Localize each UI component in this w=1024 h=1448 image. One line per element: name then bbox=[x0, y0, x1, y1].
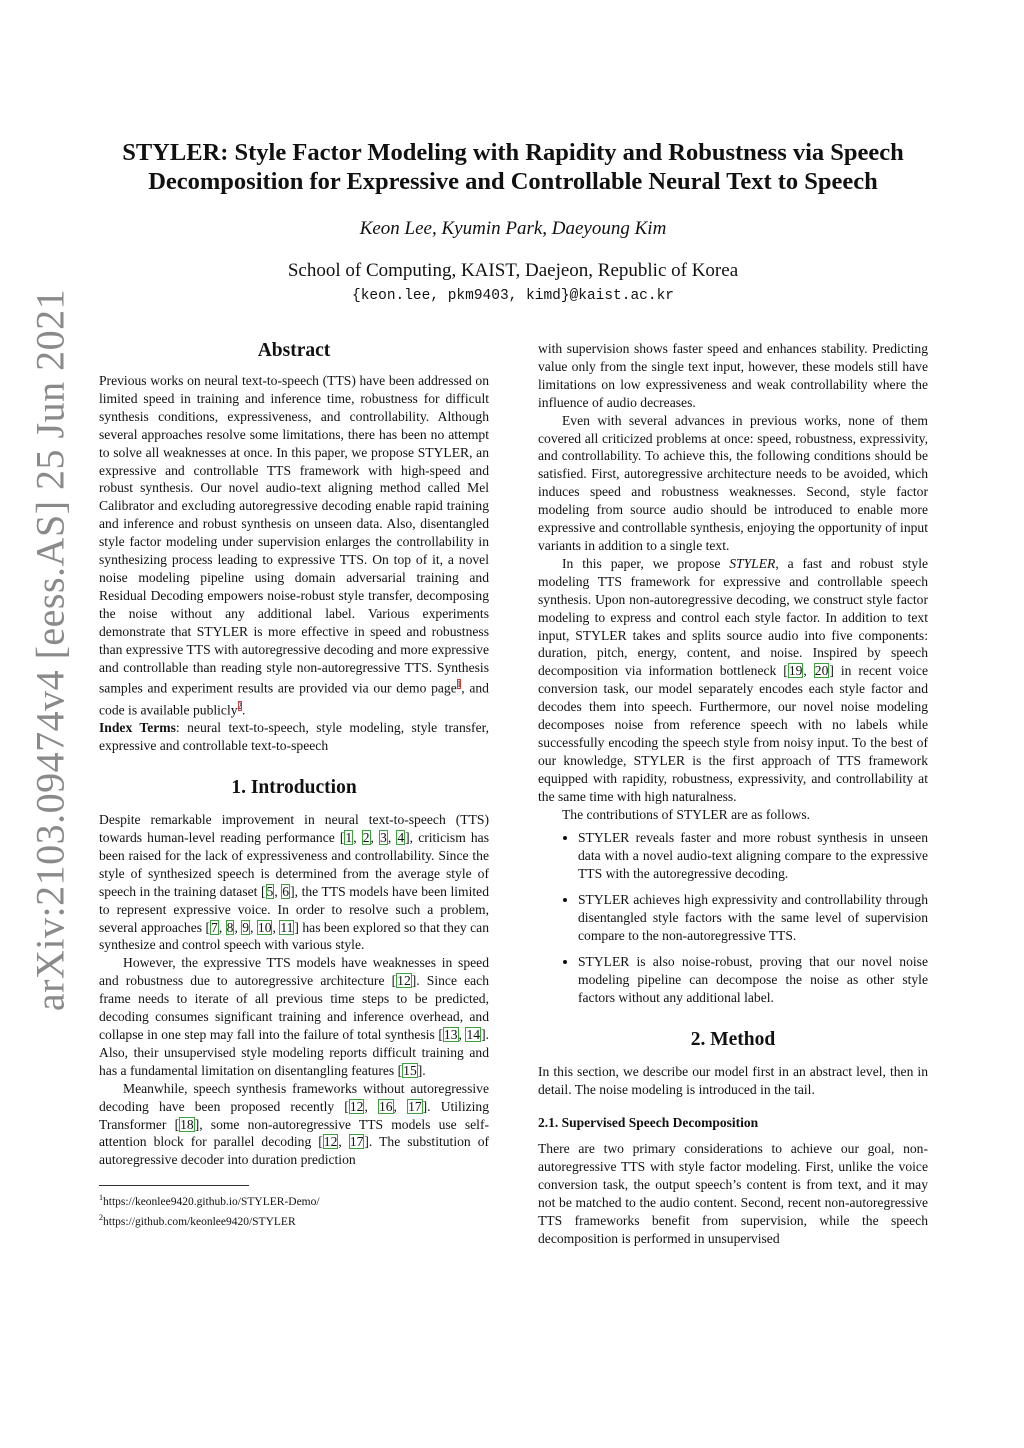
citation-link[interactable]: 10 bbox=[257, 919, 272, 935]
citation-link[interactable]: 8 bbox=[226, 919, 234, 935]
footnote-2-url[interactable]: https://github.com/keonlee9420/STYLER bbox=[103, 1215, 296, 1228]
citation-link[interactable]: 20 bbox=[814, 663, 829, 679]
styler-name: STYLER bbox=[729, 555, 776, 571]
list-item: • STYLER is also noise-robust, proving that our novel noise modeling pipeline can decompose the noise as other style factors without any additional label. bbox=[578, 953, 928, 1007]
footnote-ref-2[interactable]: 2 bbox=[237, 700, 243, 711]
contributions-intro: The contributions of STYLER are as follows. bbox=[562, 806, 811, 822]
citation-link[interactable]: 12 bbox=[397, 973, 411, 989]
citation-link[interactable]: 18 bbox=[180, 1116, 194, 1132]
intro-paragraph-1: Despite remarkable improvement in neural text-to-speech (TTS) towards human-level reading performance [1, 2, 3, 4], criticism has been raised for the lack of expressiveness and controllability. Since the style of synthesized speech is determined from the average style of speech in the training dataset [5, 6], the TTS models have been limited to represent expressive voice. In order to resolve such a problem, several approaches [7, 8, 9, 10, 11] has been explored so that they can synthesize and control speech with various style. bbox=[99, 812, 489, 953]
citation-link[interactable]: 12 bbox=[323, 1134, 338, 1150]
citation-link[interactable]: 7 bbox=[211, 919, 218, 935]
index-terms: Index Terms: neural text-to-speech, style modeling, style transfer, expressive and controllable text-to-speech bbox=[99, 720, 489, 754]
continued-paragraph: with supervision shows faster speed and enhances stability. Predicting value only from the single text input, however, these models still have limitations on low expressiveness and weak controllability where the influence of audio decreases. bbox=[538, 341, 928, 410]
citation-link[interactable]: 1 bbox=[345, 830, 353, 845]
abstract-text: Previous works on neural text-to-speech (TTS) have been addressed on limited speed in training and inference time, robustness for difficult synthesis conditions, expressiveness, and controllability. Although several approaches resolve some limitations, there has been no attempt to solve all weaknesses at once. In this paper, we propose STYLER, an expressive and controllable TTS framework with high-speed and robust synthesis. Our novel audio-text aligning method called Mel Calibrator and excluding autoregressive decoding enable rapid training and inference and robust synthesis on unseen data. Also, disentangled style factor modeling under supervision enlarges the controllability in synthesizing process leading to expressive TTS. On top of it, a novel noise modeling pipeline using domain adversarial training and Residual Decoding empowers noise-robust style transfer, decomposing the noise without any additional label. Various experiments demonstrate that STYLER is more effective in speed and robustness than expressive TTS with autoregressive decoding and more expressive and controllable than reading style non-autoregressive TTS. Synthesis samples and experiment results are provided via our demo page$^1$, and code is available publicly$^2$. bbox=[99, 373, 489, 718]
arxiv-sidebar bbox=[20, 220, 80, 1080]
citation-link[interactable]: 5 bbox=[266, 883, 274, 899]
list-item: • STYLER achieves high expressivity and controllability through disentangled style factors with the same level of supervision compare to the non-autoregressive TTS. bbox=[578, 891, 928, 945]
footnote-2: $^2$https://github.com/keonlee9420/STYLER bbox=[99, 1213, 296, 1228]
citation-link[interactable]: 3 bbox=[380, 830, 387, 845]
left-column bbox=[99, 340, 489, 1230]
citation-link[interactable]: 11 bbox=[280, 919, 294, 935]
contributions-list bbox=[538, 829, 928, 1006]
right-column bbox=[538, 340, 928, 1248]
citation-link[interactable]: 4 bbox=[397, 830, 405, 845]
intro-heading: 1. Introduction bbox=[231, 777, 357, 799]
title-line-2: Decomposition for Expressive and Controllable Neural Text to Speech bbox=[148, 168, 878, 195]
citation-link[interactable]: 6 bbox=[282, 883, 290, 899]
citation-link[interactable]: 15 bbox=[403, 1062, 417, 1078]
paragraph-even: Even with several advances in previous works, none of them covered all criticized problems at once: speed, robustness, expressivity, and controllability. To achieve this, the following conditions should be satisfied. First, autoregressive architecture needs to be avoided, which induces speed and robustness weaknesses. Second, style factor modeling from source audio should be introduced to enable more expressive and controllable synthesis, enjoying the opportunity of input variants in addition to a single text. bbox=[538, 412, 928, 553]
citation-link[interactable]: 19 bbox=[788, 663, 803, 679]
citation-link[interactable]: 14 bbox=[466, 1026, 481, 1042]
footnote-ref-1[interactable]: 1 bbox=[456, 679, 462, 690]
authors: Keon Lee, Kyumin Park, Daeyoung Kim bbox=[359, 218, 667, 239]
arxiv-identifier: arXiv:2103.09474v4 [eess.AS] 25 Jun 2021 bbox=[27, 288, 73, 1012]
paper-title bbox=[90, 138, 936, 196]
citation-link[interactable]: 2 bbox=[362, 830, 370, 845]
subsection-heading: 2.1. Supervised Speech Decomposition bbox=[538, 1115, 759, 1131]
citation-link[interactable]: 16 bbox=[378, 1098, 393, 1114]
paragraph-proposal: In this paper, we propose STYLER, a fast and robust style modeling TTS framework for expressive and controllable speech synthesis. Upon non-autoregressive decoding, we construct style factor modeling to express and control each style factor. In addition to text input, STYLER takes and splits source audio into five components: duration, pitch, energy, content, and noise. Inspired by speech decomposition via information bottleneck [19, 20] in recent voice conversion task, our model separately encodes each style factor and decodes them into speech. Furthermore, our novel noise modeling decomposes noise from reference speech with no labels while successfully encoding the speech style from noisy input. To the best of our knowledge, STYLER is the first approach of TTS framework equipped with rapidity, robustness, expressivity, and controllability at the same time with high naturalness. bbox=[538, 555, 929, 804]
abstract-heading: Abstract bbox=[257, 340, 331, 361]
title-line-1: STYLER: Style Factor Modeling with Rapidity and Robustness via Speech bbox=[122, 139, 904, 166]
list-item: • STYLER reveals faster and more robust synthesis in unseen data with a novel audio-text aligning compare to the expressive TTS with the autoregressive decoding. bbox=[578, 829, 928, 883]
subsection-text: There are two primary considerations to achieve our goal, non-autoregressive TTS with style factor modeling. First, unlike the voice conversion task, the output speech’s content is from text, and it may not be matched to the audio content. Second, recent non-autoregressive TTS frameworks benefit from supervision, while the speech decomposition is performed in unsupervised bbox=[538, 1141, 928, 1246]
intro-paragraph-2: However, the expressive TTS models have weaknesses in speed and robustness due to autoregressive architecture [12]. Since each frame needs to iterate of all previous time steps to be predicted, decoding consumes significant training and inference overhead, and collapse in one step may fall into the failure of total synthesis [13, 14]. Also, their unsupervised style modeling reports difficult training and has a fundamental limitation on disentangling features [15]. bbox=[99, 955, 490, 1078]
footnote-1: $^1$https://keonlee9420.github.io/STYLER-Demo/ bbox=[99, 1193, 320, 1209]
affiliation: School of Computing, KAIST, Daejeon, Republic of Korea bbox=[287, 260, 739, 281]
method-heading: 2. Method bbox=[690, 1028, 776, 1050]
citation-link[interactable]: 13 bbox=[443, 1026, 458, 1042]
intro-paragraph-3: Meanwhile, speech synthesis frameworks without autoregressive decoding have been proposed recently [12, 16, 17]. Utilizing Transformer [18], some non-autoregressive TTS models use self-attention block for parallel decoding [12, 17]. The substitution of autoregressive decoder into duration prediction bbox=[99, 1080, 490, 1168]
citation-link[interactable]: 17 bbox=[408, 1098, 422, 1114]
citation-link[interactable]: 12 bbox=[349, 1098, 364, 1114]
citation-link[interactable]: 9 bbox=[242, 919, 250, 935]
citation-link[interactable]: 17 bbox=[349, 1134, 364, 1150]
method-intro: In this section, we describe our model first in an abstract level, then in detail. The noise modeling is introduced in the tail. bbox=[538, 1063, 928, 1097]
footnote-1-url[interactable]: https://keonlee9420.github.io/STYLER-Demo/ bbox=[103, 1196, 320, 1209]
footnote-divider bbox=[99, 1185, 249, 1186]
email: {keon.lee, pkm9403, kimd}@kaist.ac.kr bbox=[352, 288, 674, 304]
